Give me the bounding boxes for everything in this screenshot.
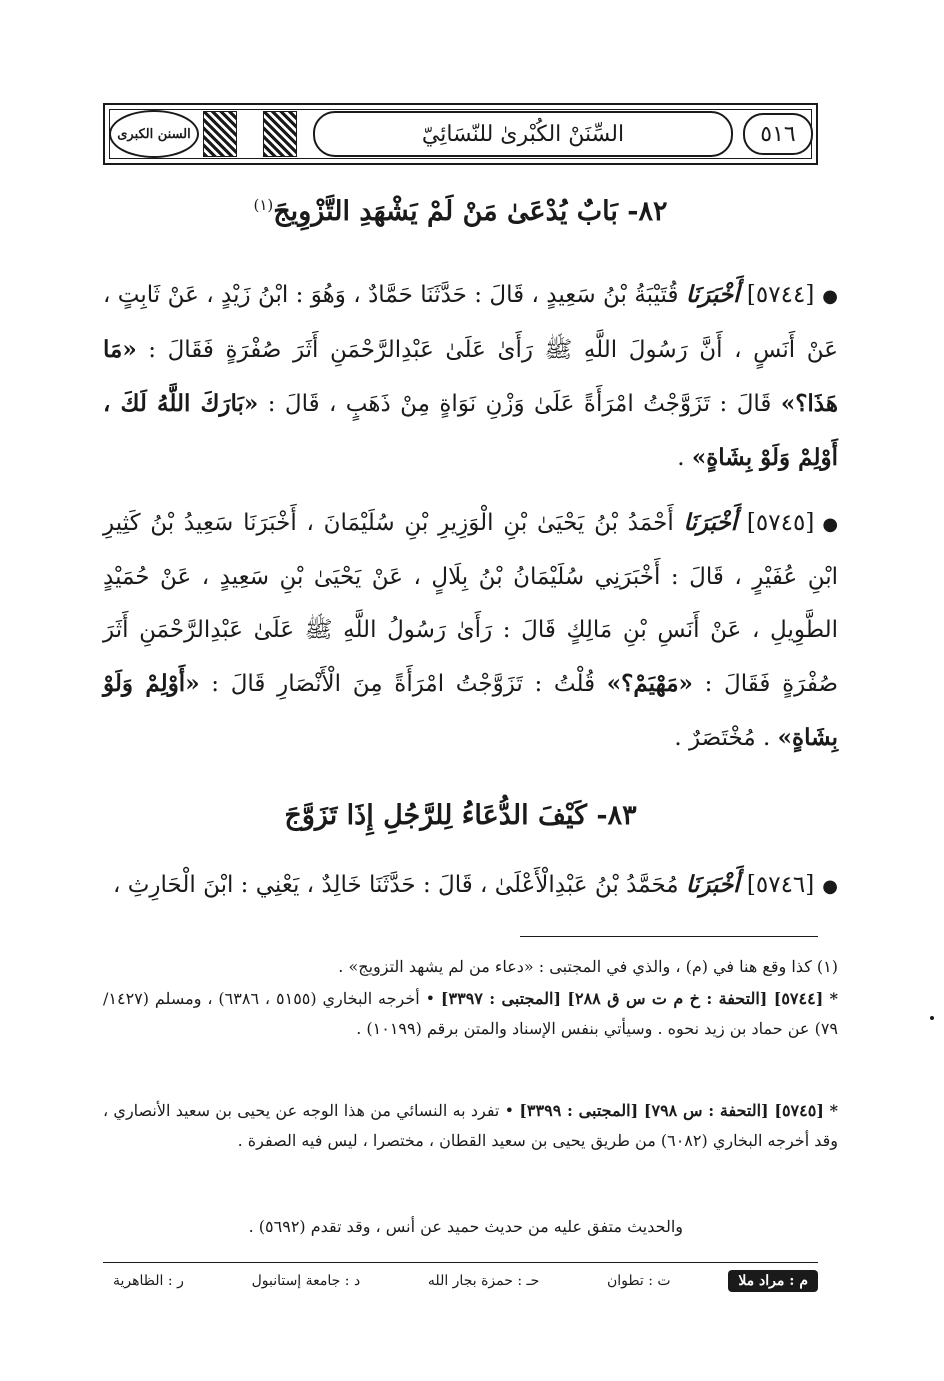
siglum-h: حـ : حمزة بجار الله	[427, 1273, 540, 1289]
footnote-reference: * [٥٧٤٥] [التحفة : س ٧٩٨] [المجتبى : ٣٣٩٩]	[519, 1101, 839, 1120]
footnote-reference: * [٥٧٤٤] [التحفة : خ م ت س ق ٢٨٨] [المجتبى : ٣٣٩٧]	[440, 989, 839, 1008]
footnote-divider	[520, 936, 818, 937]
hadith-text: قُتَيْبَةُ بْنُ سَعِيدٍ ، قَالَ : حَدَّثَنَا حَمَّادٌ ، وَهُوَ : ابْنُ زَيْدٍ ، عَنْ ثَابِتٍ ، عَنْ أَنَسٍ ، أَنَّ رَسُولَ اللَّهِ ﷺ رَأَىٰ عَلَىٰ عَبْدِالرَّحْمَنِ أَثَرَ صُفْرَةٍ فَقَالَ :	[103, 282, 838, 363]
medallion-logo	[109, 110, 199, 158]
banner-title-box	[313, 111, 733, 157]
hadith-number: [٥٧٤٦]	[746, 872, 815, 898]
prophetic-quote: «مَا هَذَا؟»	[103, 336, 839, 417]
footnote-text: • تفرد به النسائي من هذا الوجه عن يحيى بن سعيد الأنصاري ، وقد أخرجه البخاري (٦٠٨٢) من طريق يحيى بن سعيد القطان ، مختصرا ، ليس فيه الصفرة .	[103, 1101, 838, 1150]
chapter-title: ٨٣- كَيْفَ الدُّعَاءُ لِلرَّجُلِ إِذَا تَزَوَّجَ	[284, 800, 637, 831]
hadith-text: قُلْتُ : تَزَوَّجْتُ امْرَأَةً مِنَ الْأَنْصَارِ قَالَ :	[211, 671, 596, 697]
page-number-box	[743, 113, 813, 155]
prophetic-quote: «بَارَكَ اللَّهُ لَكَ ، أَوْلِمْ وَلَوْ بِشَاةٍ»	[103, 390, 838, 471]
book-title: السِّنَنْ الكُبْرىٰ للنّسَائِيّ	[421, 121, 625, 147]
hadith-5744	[103, 268, 838, 485]
akhbarana: أَخْبَرَنَا	[685, 871, 740, 898]
footnote-mark: (١)	[253, 196, 274, 214]
footnote-5745	[103, 1096, 838, 1156]
akhbarana: أَخْبَرَنَا	[685, 281, 740, 308]
hadith-number: [٥٧٤٤]	[746, 282, 815, 308]
siglum-r: ر : الظاهرية	[113, 1273, 184, 1289]
chapter-title: ٨٢- بَابٌ يُدْعَىٰ مَنْ لَمْ يَشْهَدِ التَّزْوِيجَ	[273, 196, 668, 227]
siglum-m: م : مراد ملا	[728, 1270, 818, 1292]
bullet-icon: ●	[822, 876, 838, 897]
bullet-icon: ●	[822, 514, 839, 535]
bullet-icon: ●	[822, 286, 839, 307]
akhbarana: أَخْبَرَنَا	[683, 509, 738, 536]
hadith-end: .	[677, 445, 685, 471]
page-header	[103, 103, 818, 165]
siglum-t: ت : تطوان	[607, 1273, 671, 1289]
sigla-divider	[103, 1262, 818, 1263]
hadith-text: قَالَ : تَزَوَّجْتُ امْرَأَةً عَلَىٰ وَزْنِ نَوَاةٍ مِنْ ذَهَبٍ ، قَالَ :	[267, 391, 772, 417]
hadith-5746	[103, 858, 838, 913]
manuscript-sigla	[103, 1266, 818, 1296]
footnote-text: (١) كذا وقع هنا في (م) ، والذي في المجتبى : «دعاء من لم يشهد التزويج» .	[338, 957, 838, 976]
hadith-text: أَحْمَدُ بْنُ يَحْيَىٰ بْنِ الْوَزِيرِ بْنِ سُلَيْمَانَ ، أَخْبَرَنَا سَعِيدُ بْنُ كَثِيرِ ابْنِ عُفَيْرٍ ، قَالَ : أَخْبَرَنِي سُلَيْمَانُ بْنُ بِلَالٍ ، عَنْ يَحْيَىٰ بْنِ سَعِيدٍ ، عَنْ حُمَيْدٍ الطَّوِيلِ ، عَنْ أَنَسِ بْنِ مَالِكٍ قَالَ : رَأَىٰ رَسُولُ اللَّهِ ﷺ عَلَىٰ عَبْدِالرَّحْمَنِ أَثَرَ صُفْرَةٍ فَقَالَ :	[103, 510, 838, 697]
hadith-number: [٥٧٤٥]	[746, 510, 815, 536]
siglum-d: د : جامعة إستانبول	[251, 1273, 361, 1289]
chapter-heading-83	[103, 800, 818, 831]
footnote-text: والحديث متفق عليه من حديث حميد عن أنس ، وقد تقدم (٥٦٩٢) .	[248, 1217, 683, 1236]
footnote-tail	[103, 1212, 683, 1242]
medallion-text: السنن الكبرى	[117, 126, 191, 142]
hadith-end: . مُخْتَصَرٌ .	[674, 725, 771, 751]
page-number: ٥١٦	[760, 121, 796, 147]
prophetic-quote: «مَهْيَمْ؟»	[606, 670, 693, 697]
prophetic-quote: «أَوْلِمْ وَلَوْ بِشَاةٍ»	[103, 670, 838, 751]
chapter-heading-82	[103, 196, 818, 227]
ornament-left	[203, 111, 237, 157]
footnote-text: • أخرجه البخاري (٥١٥٥ ، ٦٣٨٦) ، ومسلم (١٤٢٧/ ٧٩) عن حماد بن زيد نحوه . وسيأتي بنفس الإسناد والمتن برقم (١٠١٩٩) .	[103, 989, 838, 1038]
ornament-left-inner	[263, 111, 297, 157]
hadith-text: مُحَمَّدُ بْنُ عَبْدِالْأَعْلَىٰ ، قَالَ : حَدَّثَنَا خَالِدٌ ، يَعْنِي : ابْنَ الْحَارِثِ ،	[113, 872, 679, 898]
hadith-5745	[103, 496, 838, 765]
margin-dot	[930, 1016, 934, 1020]
footnote-5744	[103, 984, 838, 1044]
footnote-1	[103, 952, 838, 982]
